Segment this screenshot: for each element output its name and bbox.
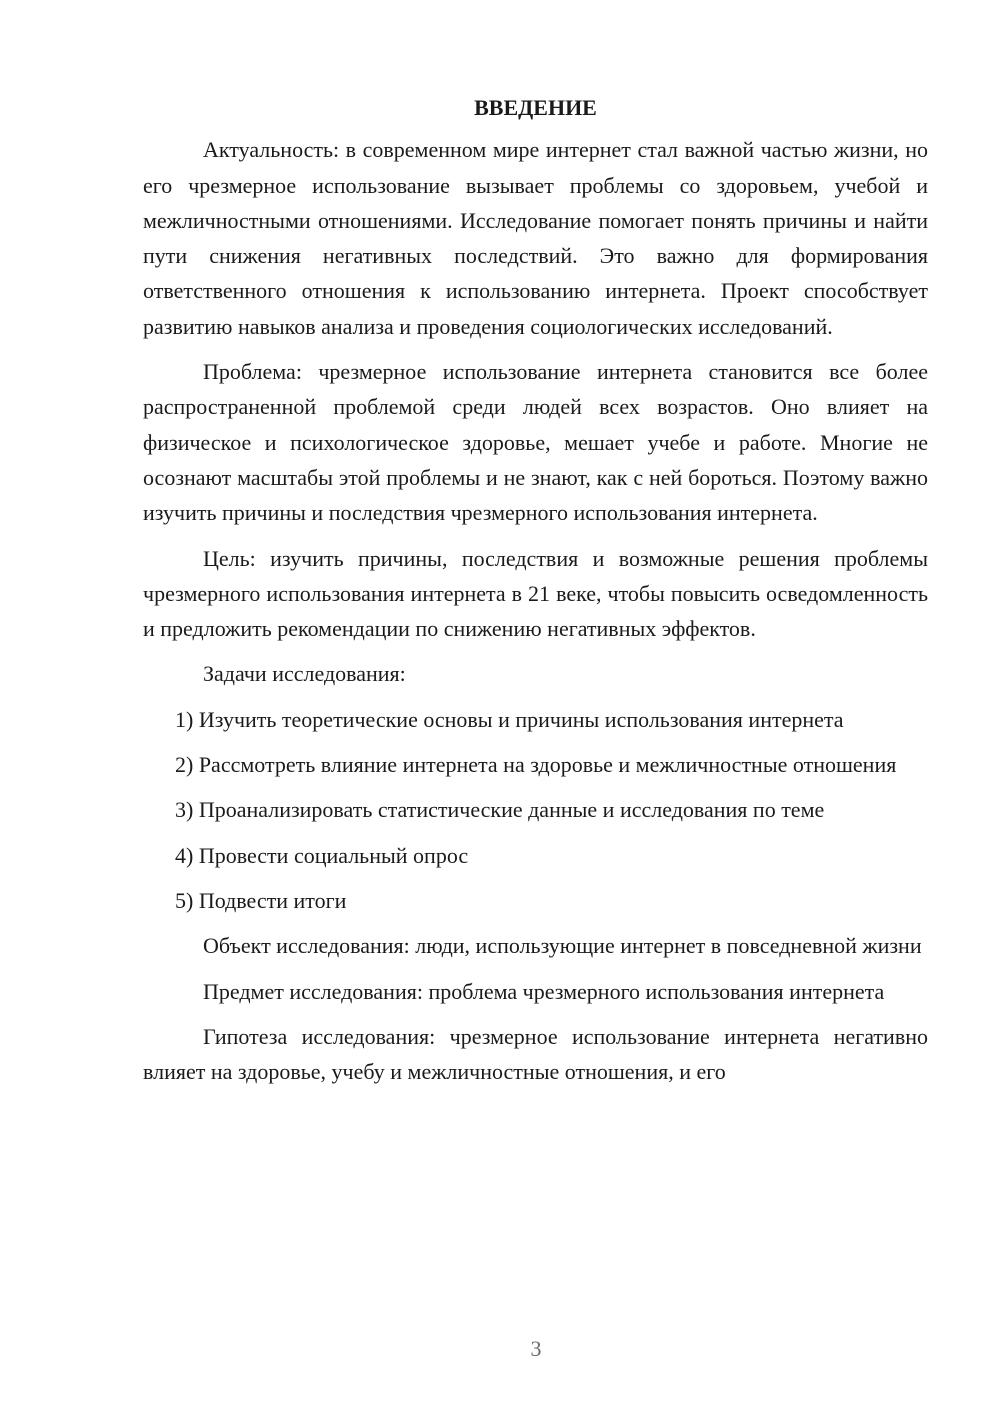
tasks-list xyxy=(143,702,928,918)
paragraph-goal: Цель: изучить причины, последствия и возможные решения проблемы чрезмерного использования интернета в 21 веке, чтобы повысить осведомленность и предложить рекомендации по снижению негативных эффектов. xyxy=(143,545,928,642)
list-item: 1) Изучить теоретические основы и причины использования интернета xyxy=(175,706,844,732)
paragraph-hypothesis: Гипотеза исследования: чрезмерное использование интернета негативно влияет на здоровье, учебу и межличностные отношения, и его xyxy=(143,1023,928,1085)
paragraph-object: Объект исследования: люди, использующие интернет в повседневной жизни xyxy=(203,933,922,959)
list-item: 2) Рассмотреть влияние интернета на здоровье и межличностные отношения xyxy=(175,752,897,778)
paragraph-relevance: Актуальность: в современном мире интернет стал важной частью жизни, но его чрезмерное использование вызывает проблемы со здоровьем, учебой и межличностными отношениями. Исследование помогает понять причины и найти пути снижения негативных последствий. Это важно для формирования ответственного отношения к использованию интернета. Проект способствует развитию навыков анализа и проведения социологических исследований. xyxy=(143,137,928,339)
paragraph-tasks-intro: Задачи исследования: xyxy=(203,661,406,687)
page-number: 3 xyxy=(530,1336,542,1361)
paragraph-subject: Предмет исследования: проблема чрезмерного использования интернета xyxy=(203,978,885,1004)
page-content xyxy=(143,90,928,1089)
paragraph-problem: Проблема: чрезмерное использование интернета становится все более распространенной проблемой среди людей всех возрастов. Оно влияет на физическое и психологическое здоровье, мешает учебе и работе. Многие не осознают масштабы этой проблемы и не знают, как с ней бороться. Поэтому важно изучить причины и последствия чрезмерного использования интернета. xyxy=(143,359,928,526)
list-item: 4) Провести социальный опрос xyxy=(175,842,469,868)
list-item: 3) Проанализировать статистические данные и исследования по теме xyxy=(175,797,825,823)
list-item: 5) Подвести итоги xyxy=(175,887,347,913)
page-title: ВВЕДЕНИЕ xyxy=(474,95,597,120)
